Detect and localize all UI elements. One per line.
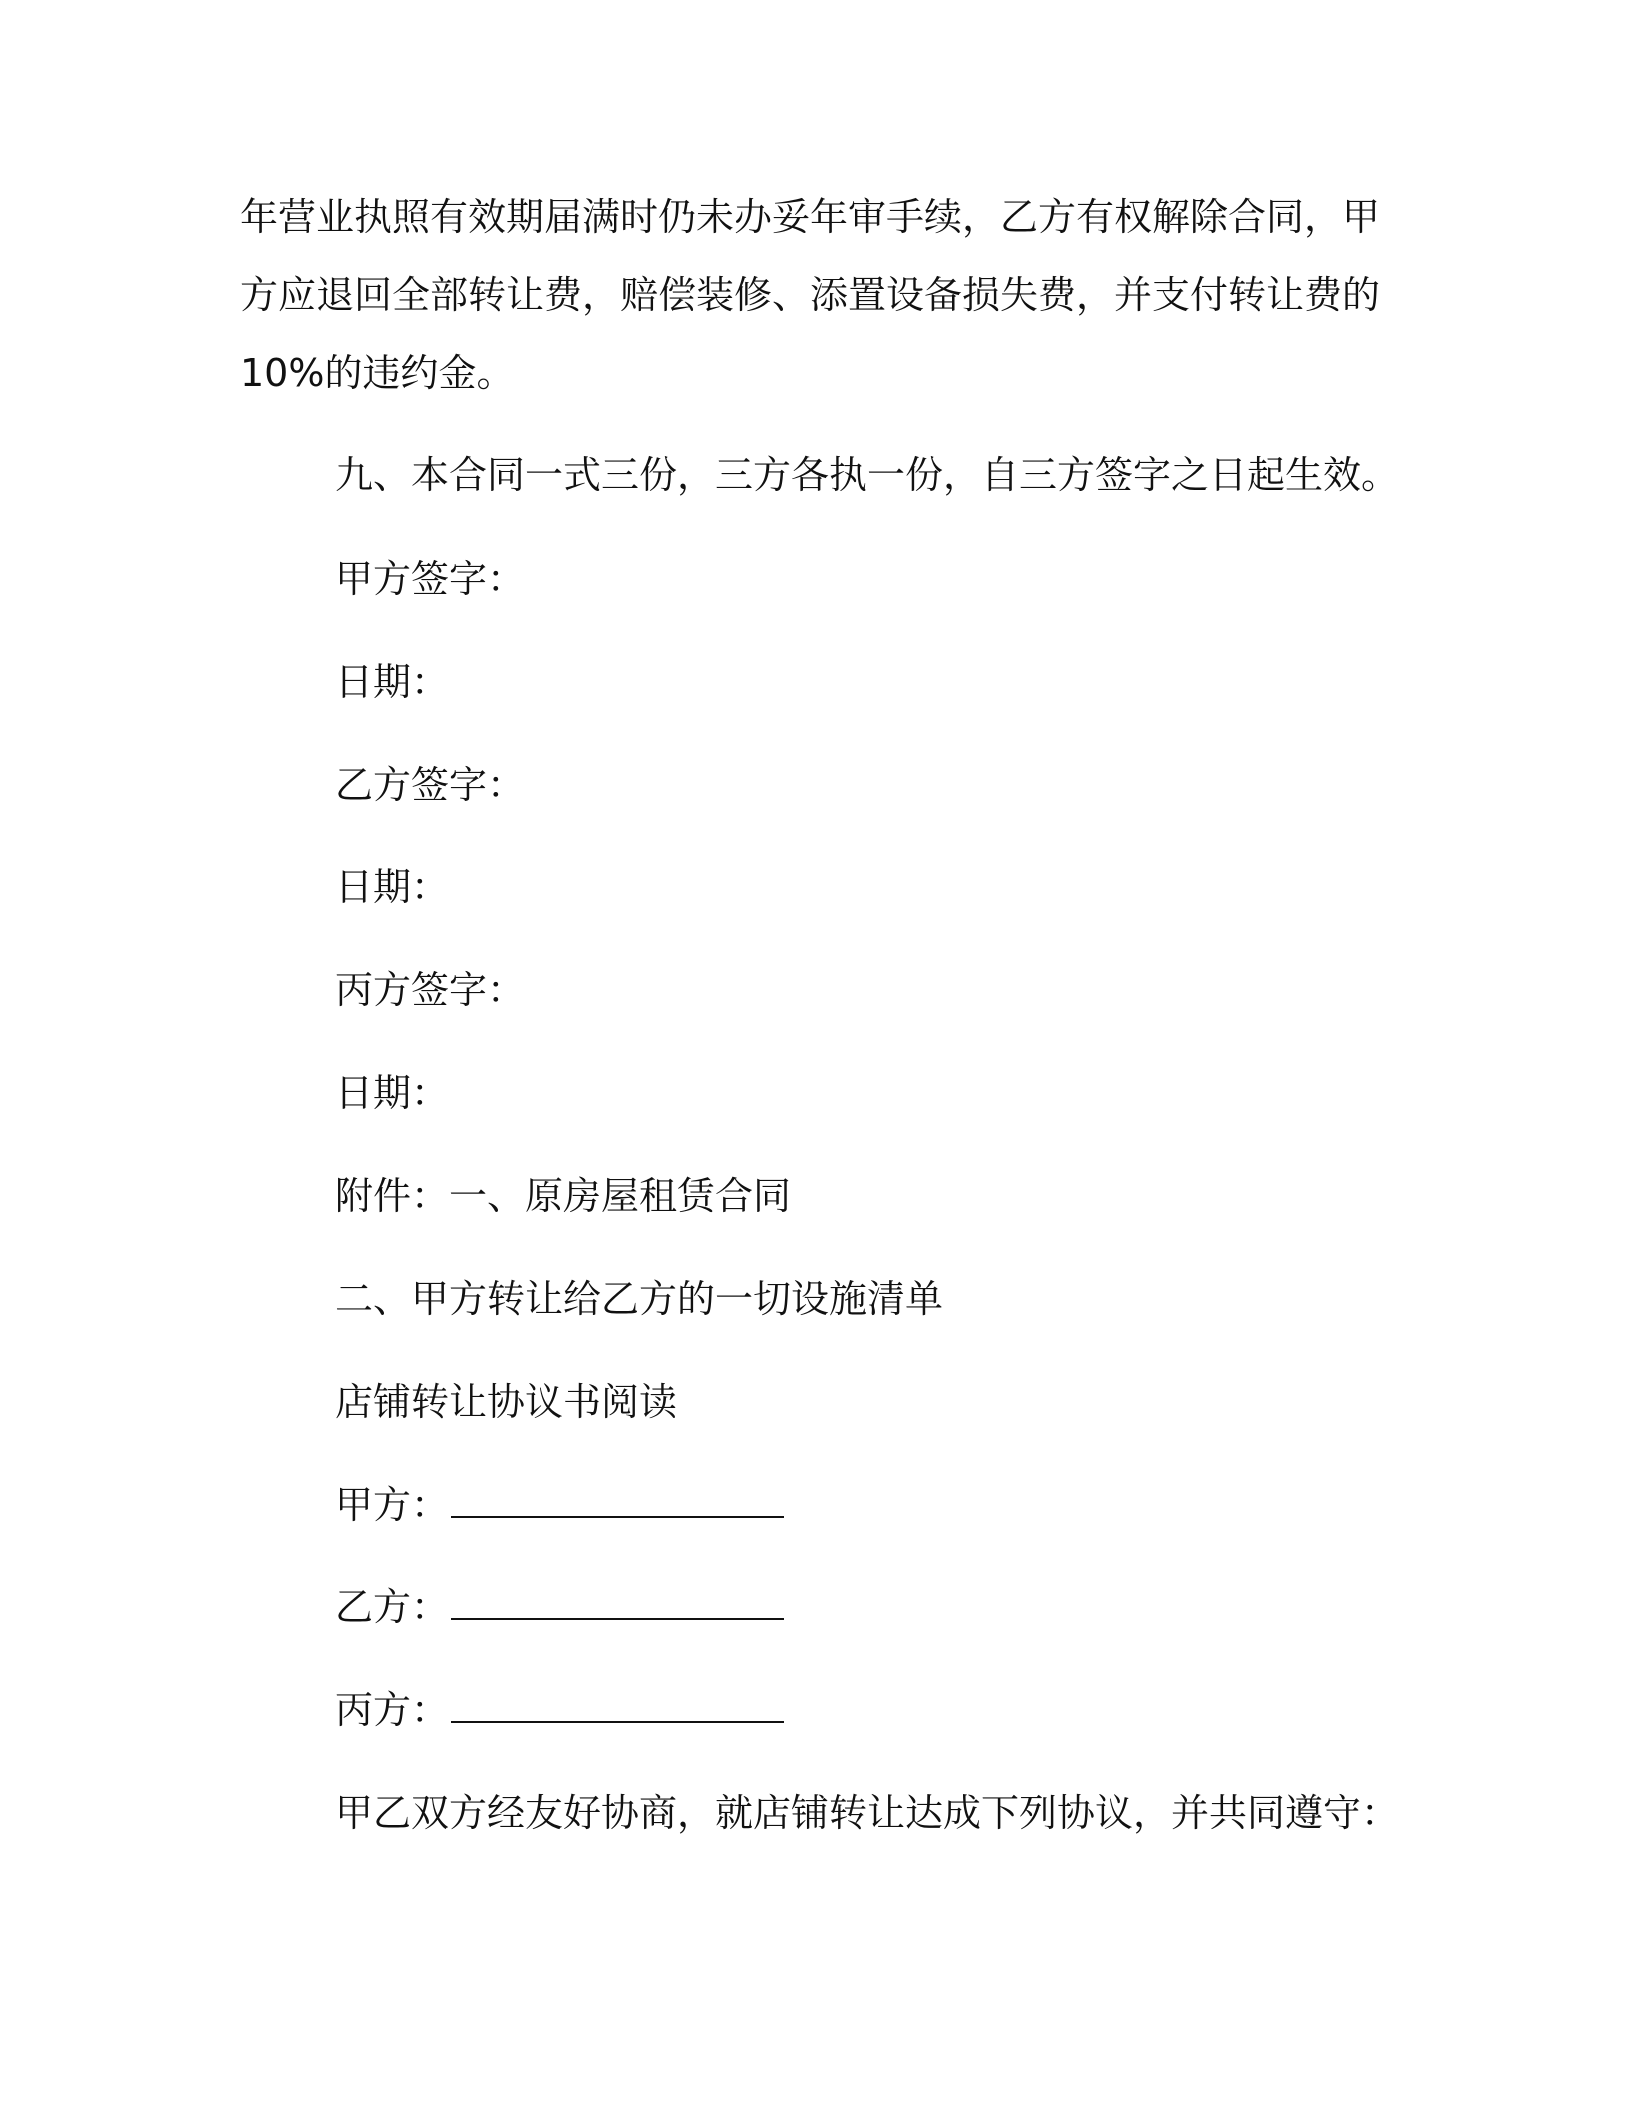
party-a-date-label: 日期： bbox=[335, 660, 450, 704]
party-b-line bbox=[335, 1568, 1365, 1646]
party-c-line bbox=[335, 1671, 1365, 1749]
attachment-one: 附件：一、原房屋租赁合同 bbox=[335, 1174, 792, 1218]
paragraph-line-3: 10%的违约金。 bbox=[240, 351, 515, 395]
clause-nine: 九、本合同一式三份，三方各执一份，自三方签字之日起生效。 bbox=[335, 453, 1400, 497]
party-a-blank bbox=[451, 1486, 784, 1518]
party-b-blank bbox=[451, 1588, 784, 1620]
party-a-signature-label: 甲方签字： bbox=[335, 557, 526, 601]
paragraph-line-2: 方应退回全部转让费，赔偿装修、添置设备损失费，并支付转让费的 bbox=[240, 273, 1381, 317]
party-b-label: 乙方： bbox=[335, 1585, 450, 1629]
party-b-signature-label: 乙方签字： bbox=[335, 763, 526, 807]
paragraph-line-1: 年营业执照有效期届满时仍未办妥年审手续，乙方有权解除合同，甲 bbox=[240, 195, 1381, 239]
party-c-signature-label: 丙方签字： bbox=[335, 968, 526, 1012]
party-c-blank bbox=[451, 1691, 784, 1723]
party-c-date-label: 日期： bbox=[335, 1071, 450, 1115]
party-c-label: 丙方： bbox=[335, 1688, 450, 1732]
attachment-two: 二、甲方转让给乙方的一切设施清单 bbox=[335, 1277, 944, 1321]
party-b-date-label: 日期： bbox=[335, 865, 450, 909]
party-a-label: 甲方： bbox=[335, 1483, 450, 1527]
preamble: 甲乙双方经友好协商，就店铺转让达成下列协议，并共同遵守： bbox=[335, 1791, 1400, 1835]
reading-title: 店铺转让协议书阅读 bbox=[335, 1380, 678, 1424]
party-a-line bbox=[335, 1466, 1365, 1544]
continued-paragraph bbox=[240, 178, 1381, 412]
